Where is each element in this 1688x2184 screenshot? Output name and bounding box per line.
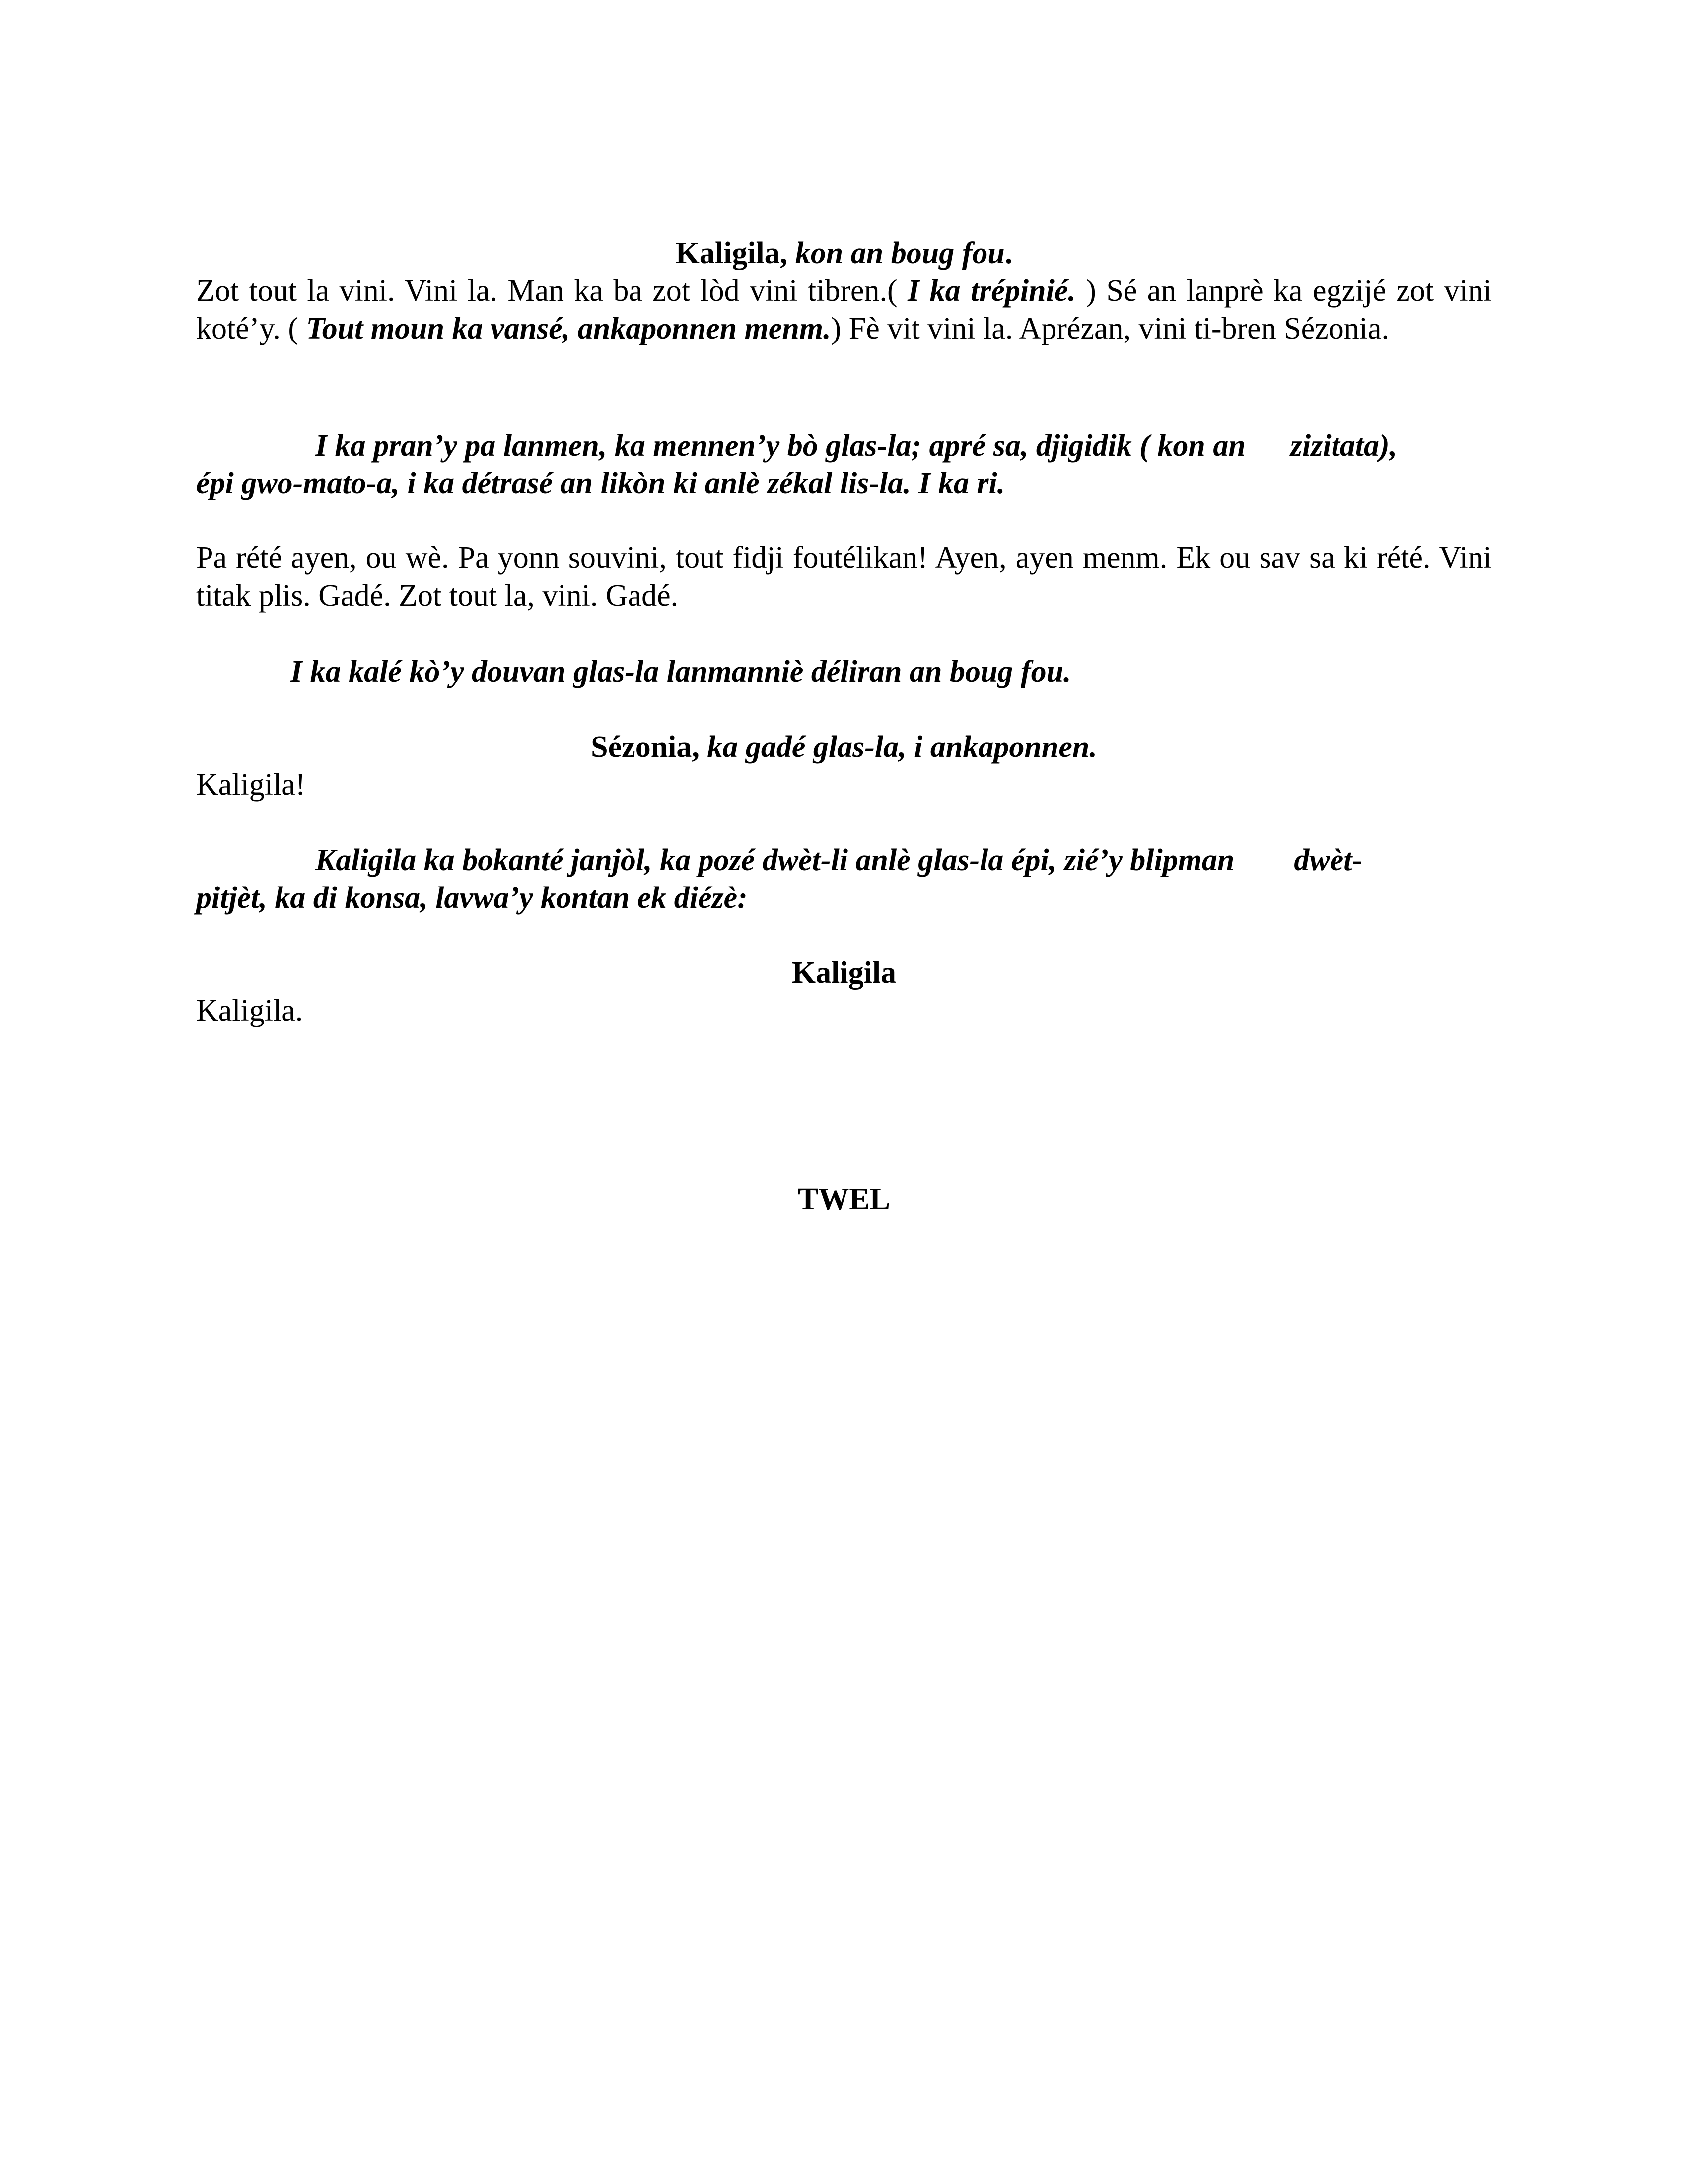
stage-direction-text: Kaligila ka bokanté janjòl, ka pozé dwèt-li anlè glas-la épi, zié’y blipman	[315, 843, 1235, 877]
stage-direction-block-1	[196, 427, 1492, 502]
stage-direction-text: I ka pran’y pa lanmen, ka mennen’y bò glas-la; apré sa, djigidik ( kon an	[315, 429, 1246, 463]
speaker-heading-kaligila	[196, 234, 1492, 272]
stage-direction-block-2: I ka kalé kò’y douvan glas-la lanmanniè déliran an boug fou.	[290, 655, 1071, 688]
speech-text: ) Sé an lanprè ka egzijé zot vini koté’y. (	[196, 274, 1492, 345]
stage-direction-inline: ka gadé glas-la, i ankaponnen.	[707, 730, 1097, 764]
speech-text: Zot tout la vini. Vini la. Man ka ba zot lòd vini tibren.(	[196, 274, 908, 308]
heading-period: .	[1004, 236, 1013, 270]
stage-direction-inline: I ka trépinié.	[908, 274, 1076, 308]
speaker-name: Kaligila,	[675, 236, 788, 270]
speaker-heading-kaligila-2: Kaligila	[791, 956, 897, 990]
stage-direction-line: épi gwo-mato-a, i ka détrasé an likòn ki anlè zékal lis-la. I ka ri.	[196, 467, 1005, 500]
speech-line-kaligila: Kaligila.	[196, 994, 303, 1027]
speaker-name: Sézonia,	[591, 730, 700, 764]
speech-line-sezonia: Kaligila!	[196, 768, 306, 802]
stage-direction-line: pitjèt, ka di konsa, lavwa’y kontan ek diézè:	[196, 881, 748, 915]
stage-direction-text: dwèt-	[1294, 843, 1363, 877]
speech-paragraph-2: Pa rété ayen, ou wè. Pa yonn souvini, tout fidji foutélikan! Ayen, ayen menm. Ek ou sav sa ki rété. Vini titak plis. Gadé. Zot tout la, vini. Gadé.	[196, 541, 1492, 613]
speaker-heading-sezonia	[196, 728, 1492, 766]
stage-direction-line	[196, 841, 1492, 879]
speech-text: ) Fè vit vini la. Aprézan, vini ti-bren Sézonia.	[831, 312, 1389, 345]
stage-direction-block-3	[196, 841, 1492, 917]
stage-direction-inline: kon an boug fou	[795, 236, 1005, 270]
stage-direction-line	[196, 427, 1492, 465]
speech-paragraph-1	[196, 272, 1492, 347]
stage-direction-text: zizitata),	[1290, 429, 1398, 463]
stage-direction-inline: Tout moun ka vansé, ankaponnen menm.	[306, 312, 831, 345]
ending-title: TWEL	[797, 1182, 891, 1216]
